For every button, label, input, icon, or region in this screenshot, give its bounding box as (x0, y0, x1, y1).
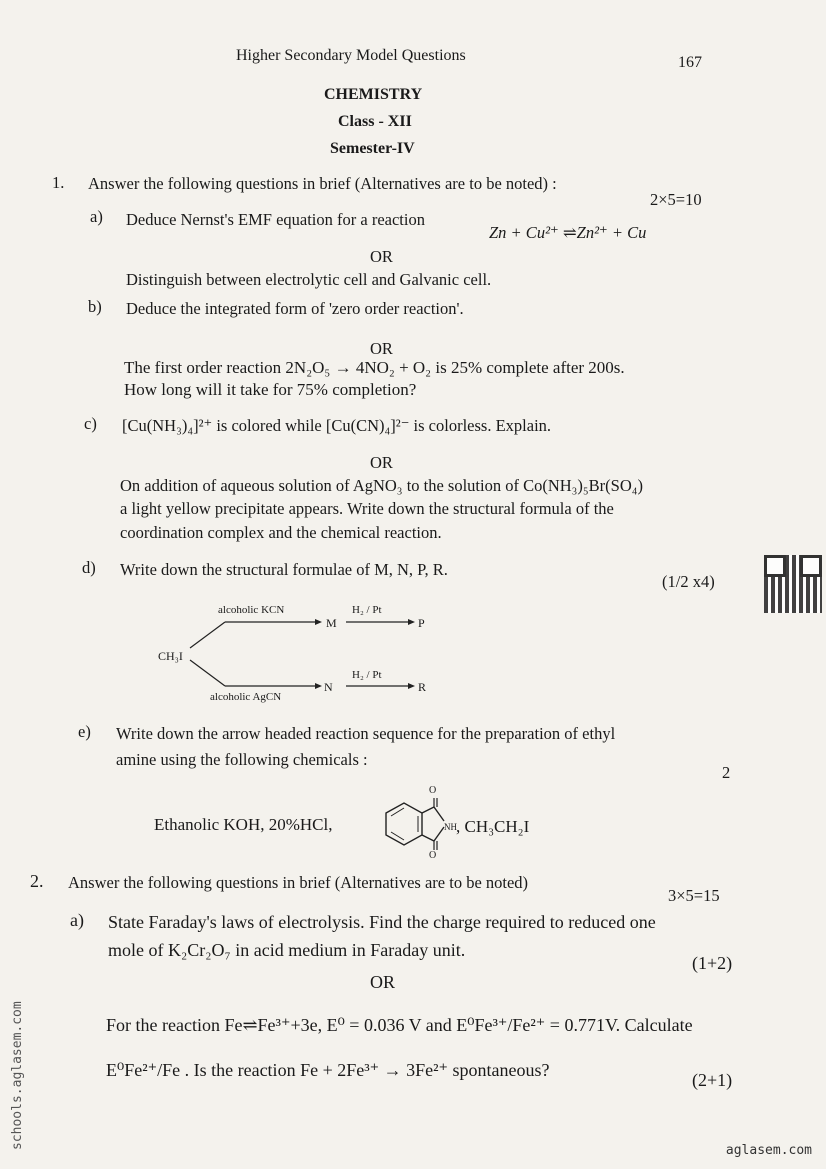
class-title: Class - XII (338, 113, 412, 130)
page-number: 167 (678, 54, 702, 71)
phthal-nh: NH (444, 822, 457, 832)
product-n: N (324, 680, 333, 694)
semester-title: Semester-IV (330, 140, 415, 157)
q1b-alt-line1: The first order reaction 2N₂O₅ → 4NO₂ + O₂ is 25% complete after 200s. (124, 358, 625, 377)
side-watermark: schools.aglasem.com (10, 1001, 25, 1150)
q2a-alt-line1: For the reaction Fe⇌Fe³⁺+3e, E⁰ = 0.036 V and E⁰Fe³⁺/Fe²⁺ = 0.771V. Calculate (106, 1015, 693, 1035)
q1-marks: 2×5=10 (650, 190, 702, 209)
q2-marks: 3×5=15 (668, 886, 720, 905)
q1d-text: Write down the structural formulae of M, N, P, R. (120, 560, 448, 579)
product-p: P (418, 616, 425, 630)
q1b-label: b) (88, 297, 102, 316)
q1c-alt-line1: On addition of aqueous solution of AgNO₃ to the solution of Co(NH₃)₅Br(SO₄) (120, 476, 644, 495)
q2a-line2: mole of K₂Cr₂O₇ in acid medium in Faraday unit. (108, 940, 466, 960)
lower-reagent: alcoholic AgCN (210, 691, 282, 703)
q2a-alt-marks: (2+1) (692, 1070, 733, 1090)
q2a-or: OR (370, 972, 396, 992)
q1c-label: c) (84, 414, 97, 433)
q2a-label: a) (70, 910, 84, 930)
product-m: M (326, 616, 337, 630)
q1a-alt: Distinguish between electrolytic cell and Galvanic cell. (126, 270, 492, 289)
phthal-o-bottom: O (429, 850, 437, 861)
reaction-scheme (150, 600, 450, 710)
footer-watermark: aglasem.com (725, 1143, 812, 1158)
q1a-or: OR (370, 247, 393, 266)
q1c-alt-line2: a light yellow precipitate appears. Write down the structural formula of the (120, 499, 614, 518)
subject-title: CHEMISTRY (324, 86, 423, 103)
q1e-text-line1: Write down the arrow headed reaction sequence for the preparation of ethyl (116, 724, 616, 743)
q1e-marks: 2 (722, 763, 731, 782)
h2pt-lower: H₂ / Pt (352, 669, 382, 681)
q1b-alt-line2: How long will it take for 75% completion? (124, 380, 417, 399)
q1e-chem-suffix: , CH₃CH₂I (456, 817, 530, 836)
q2a-line1: State Faraday's laws of electrolysis. Find the charge required to reduced one (108, 912, 656, 932)
q1e-text-line2: amine using the following chemicals : (116, 750, 368, 769)
q1a-text: Deduce Nernst's EMF equation for a reaction (126, 210, 425, 229)
q2-text: Answer the following questions in brief (Alternatives are to be noted) (68, 873, 529, 892)
q1a-reaction: Zn + Cu²⁺ ⇌Zn²⁺ + Cu (489, 223, 647, 242)
q2a-alt-line2: E⁰Fe²⁺/Fe . Is the reaction Fe + 2Fe³⁺ → 3Fe²⁺ spontaneous? (106, 1060, 550, 1080)
start-ch3i: CH₃I (158, 649, 183, 663)
q1e-chem-prefix: Ethanolic KOH, 20%HCl, (154, 815, 333, 834)
running-title: Higher Secondary Model Questions (236, 47, 466, 64)
q1c-alt-line3: coordination complex and the chemical reaction. (120, 523, 442, 542)
product-r: R (418, 680, 427, 694)
q1e-label: e) (78, 722, 91, 741)
q1a-label: a) (90, 207, 103, 226)
q1b-or: OR (370, 339, 393, 358)
q2a-marks: (1+2) (692, 953, 733, 973)
h2pt-upper: H₂ / Pt (352, 604, 382, 616)
q2-number: 2. (30, 871, 44, 891)
q1c-text: [Cu(NH₃)₄]²⁺ is colored while [Cu(CN)₄]²⁻ is colorless. Explain. (122, 416, 552, 435)
q1d-label: d) (82, 558, 96, 577)
q1-text: Answer the following questions in brief (Alternatives are to be noted) : (88, 174, 557, 193)
q1b-text: Deduce the integrated form of 'zero order reaction'. (126, 299, 464, 318)
q1d-marks: (1/2 x4) (662, 572, 715, 591)
q1c-or: OR (370, 453, 393, 472)
phthal-o-top: O (429, 785, 437, 796)
q1-number: 1. (52, 173, 65, 192)
upper-reagent: alcoholic KCN (218, 604, 285, 616)
qr-code (764, 555, 822, 613)
